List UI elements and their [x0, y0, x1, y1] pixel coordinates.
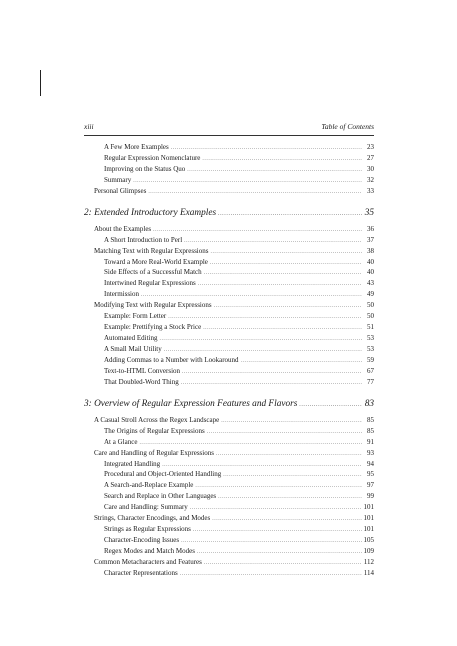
- toc-entry-title: About the Examples: [94, 224, 152, 233]
- dot-leader: [210, 258, 362, 269]
- toc-entry-title: A Small Mail Utility: [104, 345, 162, 353]
- toc-entry: [84, 524, 374, 535]
- toc-entry: [84, 557, 374, 568]
- toc-entry-title: Modifying Text with Regular Expressions: [94, 301, 212, 310]
- toc-page: [84, 121, 374, 579]
- toc-entry-page: 85: [367, 415, 374, 424]
- toc-entry-page: 109: [363, 547, 374, 555]
- toc-entry: [84, 322, 374, 333]
- toc-entry-title: Search and Replace in Other Languages: [104, 492, 217, 501]
- dot-leader: [190, 503, 362, 514]
- dot-leader: [159, 334, 362, 345]
- toc-entry-page: 85: [367, 426, 374, 435]
- toc-entry-page: 94: [367, 459, 374, 468]
- toc-entry-page: 101: [363, 525, 374, 534]
- toc-entry-page: 112: [363, 557, 374, 566]
- toc-entry: [84, 546, 374, 557]
- dot-leader: [299, 396, 362, 414]
- toc-entry: [84, 142, 374, 153]
- toc-entry-page: 49: [367, 290, 374, 299]
- toc-entry-title: Intermission: [104, 290, 139, 299]
- toc-entry-title: Intertwined Regular Expressions: [104, 279, 196, 288]
- toc-chapter-entry: [84, 395, 374, 413]
- dot-leader: [223, 470, 362, 481]
- toc-entry-title: Strings as Regular Expressions: [104, 525, 191, 534]
- toc-entry-title: Example: Prettifying a Stock Price: [104, 323, 202, 332]
- toc-entry-page: 114: [363, 568, 374, 577]
- dot-leader: [148, 187, 362, 198]
- dot-leader: [184, 236, 362, 247]
- toc-entry: [84, 535, 374, 546]
- toc-entry-page: 53: [367, 334, 374, 343]
- margin-rule: [40, 70, 41, 96]
- toc-entry: [84, 186, 374, 197]
- toc-entry-page: 37: [367, 235, 374, 244]
- dot-leader: [180, 569, 362, 580]
- dot-leader: [203, 323, 362, 334]
- dot-leader: [241, 356, 362, 367]
- toc-entry-title: Example: Form Letter: [104, 312, 167, 321]
- dot-leader: [193, 525, 362, 536]
- toc-entry-title: Regex Modes and Match Modes: [104, 547, 195, 555]
- toc-entry-page: 91: [367, 437, 374, 446]
- toc-entry-page: 101: [363, 514, 374, 523]
- toc-entry-page: 27: [367, 153, 374, 162]
- toc-entry: [84, 224, 374, 235]
- toc-entry-title: The Origins of Regular Expressions: [104, 426, 205, 435]
- toc-entry-page: 33: [367, 186, 374, 195]
- toc-entry: [84, 289, 374, 300]
- toc-entry-title: Character-Encoding Issues: [104, 536, 180, 545]
- dot-leader: [212, 514, 361, 525]
- toc-entry-title: A Few More Examples: [104, 143, 169, 151]
- dot-leader: [202, 154, 362, 165]
- toc-entry-title: A Casual Stroll Across the Regex Landscape: [94, 415, 220, 424]
- toc-entry-page: 59: [367, 355, 374, 364]
- toc-entry-page: 50: [367, 312, 374, 321]
- toc-entry-page: 51: [367, 323, 374, 332]
- toc-entry-page: 53: [367, 345, 374, 353]
- toc-list: [84, 136, 374, 579]
- toc-entry: [84, 437, 374, 448]
- toc-entry-page: 30: [367, 164, 374, 173]
- toc-entry: [84, 448, 374, 459]
- toc-entry: [84, 278, 374, 289]
- toc-entry: [84, 513, 374, 524]
- toc-entry: [84, 235, 374, 246]
- dot-leader: [210, 247, 362, 258]
- toc-entry: [84, 175, 374, 186]
- toc-entry-page: 38: [367, 246, 374, 255]
- toc-entry: [84, 568, 374, 579]
- toc-entry-page: 50: [367, 301, 374, 310]
- toc-entry-title: Matching Text with Regular Expressions: [94, 246, 209, 255]
- toc-entry: [84, 469, 374, 480]
- toc-entry: [84, 300, 374, 311]
- toc-entry-page: 105: [363, 536, 374, 545]
- folio: xiii: [84, 122, 94, 131]
- toc-entry: [84, 246, 374, 257]
- toc-entry: [84, 426, 374, 437]
- running-head: [84, 121, 374, 136]
- toc-entry-title: Care and Handling: Summary: [104, 503, 188, 512]
- dot-leader: [153, 225, 362, 236]
- toc-entry: [84, 333, 374, 344]
- toc-entry-title: Common Metacharacters and Features: [94, 557, 202, 566]
- toc-entry-title: A Search-and-Replace Example: [104, 481, 194, 490]
- toc-entry-title: That Doubled-Word Thing: [104, 377, 179, 386]
- toc-entry-title: Personal Glimpses: [94, 186, 147, 195]
- toc-entry: [84, 311, 374, 322]
- dot-leader: [182, 367, 362, 378]
- toc-entry-title: Side Effects of a Successful Match: [104, 268, 202, 277]
- toc-entry-page: 83: [364, 398, 374, 409]
- toc-entry: [84, 344, 374, 355]
- toc-entry-title: Text-to-HTML Conversion: [104, 366, 181, 375]
- dot-leader: [181, 536, 361, 547]
- toc-entry-title: Strings, Character Encodings, and Modes: [94, 514, 211, 523]
- toc-entry: [84, 153, 374, 164]
- dot-leader: [216, 449, 362, 460]
- toc-entry-title: Character Representations: [104, 568, 178, 577]
- toc-entry: [84, 459, 374, 470]
- toc-entry: [84, 491, 374, 502]
- toc-entry: [84, 164, 374, 175]
- toc-entry-page: 32: [367, 175, 374, 184]
- toc-entry-title: Automated Editing: [104, 334, 158, 343]
- toc-entry-title: Procedural and Object-Oriented Handling: [104, 470, 222, 479]
- dot-leader: [218, 492, 362, 503]
- toc-entry-title: Toward a More Real-World Example: [104, 257, 208, 266]
- dot-leader: [133, 176, 362, 187]
- dot-leader: [204, 558, 362, 569]
- toc-entry-title: Integrated Handling: [104, 459, 161, 468]
- toc-entry-page: 35: [364, 207, 374, 218]
- toc-chapter-entry: [84, 204, 374, 222]
- dot-leader: [221, 416, 362, 427]
- dot-leader: [181, 378, 362, 389]
- toc-entry-title: Summary: [104, 175, 132, 184]
- toc-entry: [84, 257, 374, 268]
- running-title: Table of Contents: [321, 122, 374, 131]
- toc-entry: [84, 415, 374, 426]
- toc-entry-page: 67: [367, 366, 374, 375]
- toc-entry: [84, 355, 374, 366]
- toc-entry-page: 40: [367, 257, 374, 266]
- toc-entry: [84, 480, 374, 491]
- toc-entry-page: 40: [367, 268, 374, 277]
- toc-entry-page: 95: [367, 470, 374, 479]
- dot-leader: [197, 547, 362, 558]
- toc-entry-title: 2: Extended Introductory Examples: [84, 207, 217, 218]
- toc-entry-page: 93: [367, 448, 374, 457]
- toc-entry-title: A Short Introduction to Perl: [104, 235, 183, 244]
- toc-entry-page: 43: [367, 279, 374, 288]
- dot-leader: [207, 427, 362, 438]
- toc-entry-page: 36: [367, 224, 374, 233]
- dot-leader: [198, 279, 362, 290]
- toc-entry-page: 23: [367, 143, 374, 151]
- toc-entry-page: 99: [367, 492, 374, 501]
- toc-entry-page: 97: [367, 481, 374, 490]
- toc-entry-title: Improving on the Status Quo: [104, 164, 186, 173]
- toc-entry-title: Regular Expression Nomenclature: [104, 153, 201, 162]
- toc-entry-title: 3: Overview of Regular Expression Features and Flavors: [84, 398, 298, 409]
- toc-entry-title: Care and Handling of Regular Expressions: [94, 448, 214, 457]
- toc-entry-page: 101: [363, 503, 374, 512]
- toc-entry: [84, 267, 374, 278]
- toc-entry-page: 77: [367, 377, 374, 386]
- toc-entry: [84, 502, 374, 513]
- dot-leader: [187, 165, 362, 176]
- toc-entry: [84, 377, 374, 388]
- toc-entry: [84, 366, 374, 377]
- dot-leader: [218, 205, 362, 223]
- toc-entry-title: At a Glance: [104, 437, 138, 446]
- dot-leader: [214, 301, 362, 312]
- dot-leader: [204, 268, 362, 279]
- toc-entry-title: Adding Commas to a Number with Lookaround: [104, 355, 239, 364]
- dot-leader: [195, 481, 362, 492]
